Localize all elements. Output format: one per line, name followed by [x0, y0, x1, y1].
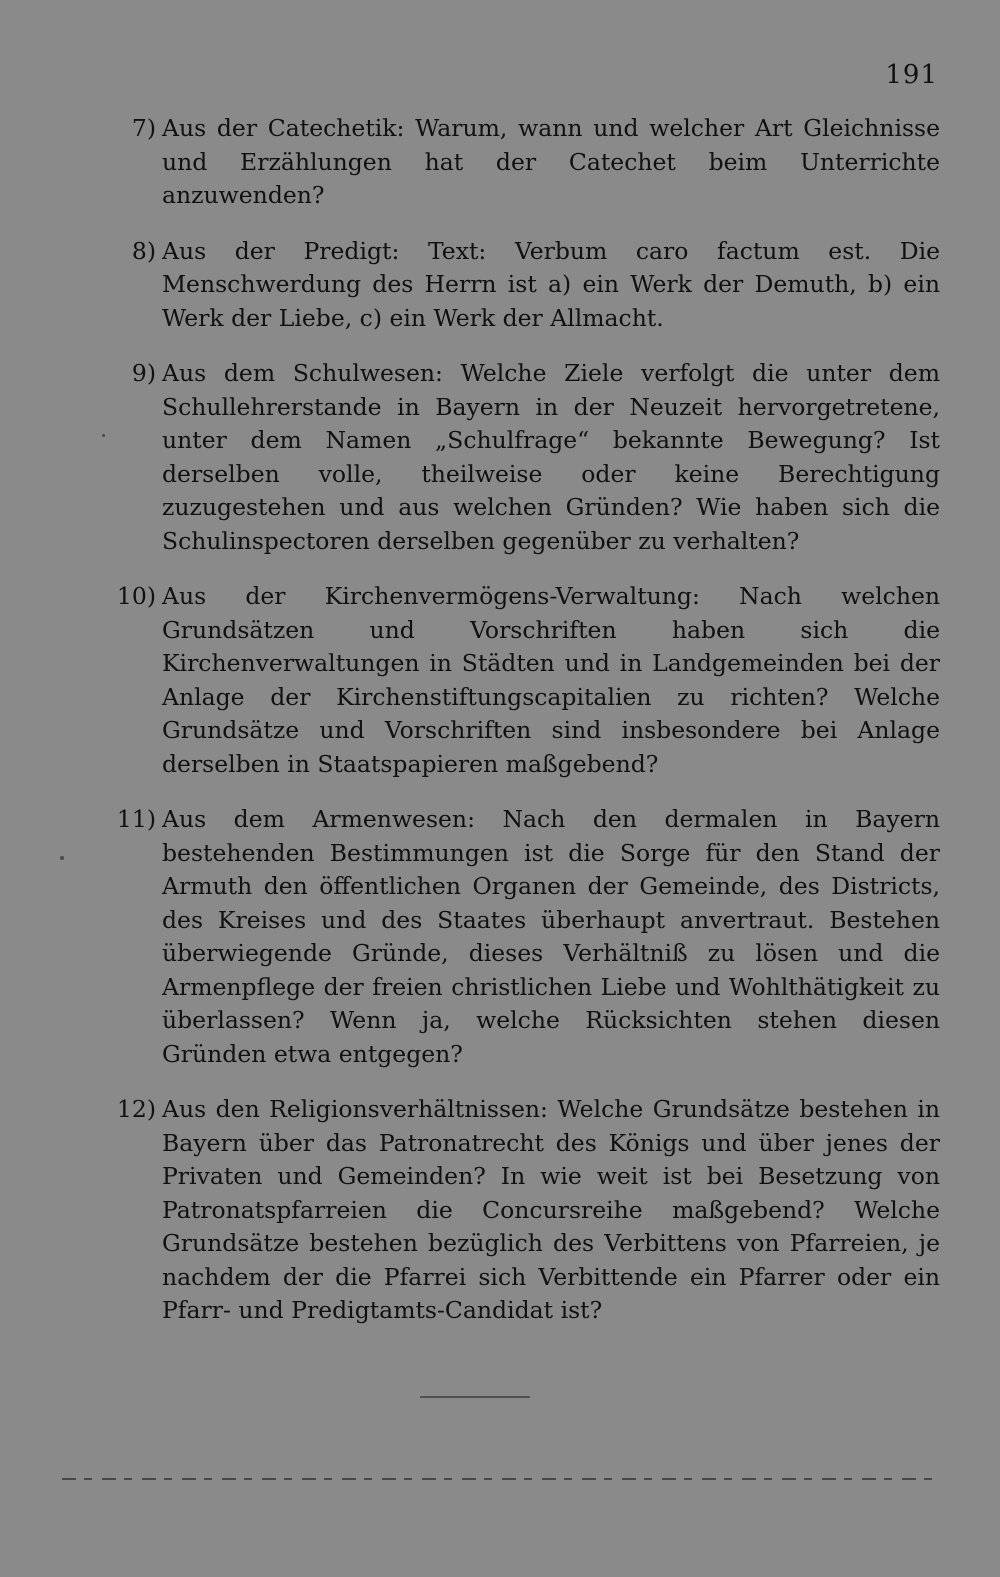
item-number: 11): [116, 805, 156, 833]
question-item-11: [100, 803, 940, 1071]
item-number: 12): [116, 1095, 156, 1123]
item-number: 9): [131, 359, 156, 387]
question-item-7: [100, 112, 940, 213]
item-number: 10): [116, 582, 156, 610]
question-item-12: [100, 1093, 940, 1328]
question-list: [100, 112, 940, 1350]
page-number: 191: [885, 60, 938, 90]
question-item-9: [100, 357, 940, 558]
question-item-8: [100, 235, 940, 336]
question-item-10: [100, 580, 940, 781]
item-number: 7): [131, 114, 156, 142]
item-text: Aus der Predigt: Text: Verbum caro factum est. Die Menschwerdung des Herrn ist a) ein Werk der Demuth, b) ein Werk der Liebe, c) ein Werk der Allmacht.: [162, 236, 940, 332]
item-text: Aus den Religionsverhältnissen: Welche Grundsätze bestehen in Bayern über das Patronatrecht des Königs und über jenes der Privaten und Gemeinden? In wie weit ist bei Besetzung von Patronatspfarreien die Concursreihe maßgebend? Welche Grundsätze bestehen bezüglich des Verbittens von Pfarreien, je nachdem der die Pfarrei sich Verbittende ein Pfarrer oder ein Pfarr- und Predigtamts-Candidat ist?: [162, 1095, 940, 1324]
item-text: Aus dem Armenwesen: Nach den dermalen in Bayern bestehenden Bestimmungen ist die Sorge für den Stand der Armuth den öffentlichen Organen der Gemeinde, des Districts, des Kreises und des Staates überhaupt anvertraut. Bestehen überwiegende Gründe, dieses Verhältniß zu lösen und die Armenpflege der freien christlichen Liebe und Wohlthätigkeit zu überlassen? Wenn ja, welche Rücksichten stehen diesen Gründen etwa entgegen?: [162, 805, 940, 1068]
item-text: Aus der Catechetik: Warum, wann und welcher Art Gleichnisse und Erzählungen hat der Catechet beim Unterrichte anzuwenden?: [162, 114, 940, 209]
end-rule: [420, 1396, 530, 1398]
print-speck: [102, 434, 105, 437]
item-number: 8): [131, 236, 156, 265]
print-speck: [60, 856, 64, 860]
bottom-rule: [62, 1478, 942, 1480]
item-text: Aus dem Schulwesen: Welche Ziele verfolgt die unter dem Schullehrerstande in Bayern in der Neuzeit hervorgetretene, unter dem Namen „Schulfrage“ bekannte Bewegung? Ist derselben volle, theilweise oder keine Berechtigung zuzugestehen und aus welchen Gründen? Wie haben sich die Schulinspectoren derselben gegenüber zu verhalten?: [162, 359, 940, 555]
item-text: Aus der Kirchenvermögens-Verwaltung: Nach welchen Grundsätzen und Vorschriften haben sich die Kirchenverwaltungen in Städten und in Landgemeinden bei der Anlage der Kirchenstiftungscapitalien zu richten? Welche Grundsätze und Vorschriften sind insbesondere bei Anlage derselben in Staatspapieren maßgebend?: [162, 582, 940, 778]
